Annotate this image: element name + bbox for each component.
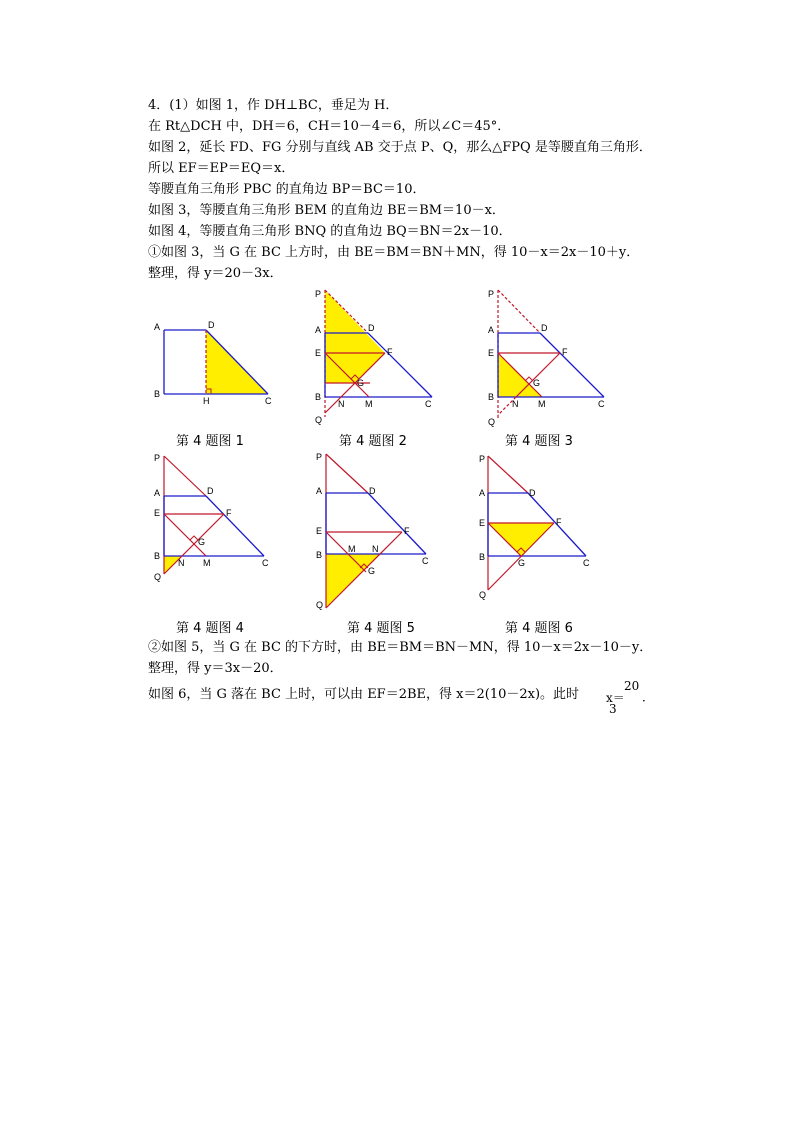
label-C: C bbox=[262, 558, 269, 568]
label-A: A bbox=[154, 322, 161, 332]
label-Q: Q bbox=[488, 417, 496, 427]
label-B: B bbox=[154, 551, 161, 561]
figure-2 bbox=[310, 285, 440, 425]
caption-figure-5: 第 4 题图 5 bbox=[347, 621, 415, 636]
label-F: F bbox=[387, 347, 393, 357]
label-M: M bbox=[348, 544, 356, 554]
label-M: M bbox=[538, 399, 546, 409]
label-D: D bbox=[369, 486, 376, 496]
label-A: A bbox=[154, 488, 161, 498]
label-E: E bbox=[488, 348, 495, 358]
label-M: M bbox=[203, 558, 211, 568]
label-D: D bbox=[529, 488, 536, 498]
label-C: C bbox=[265, 396, 272, 406]
text-line-9: 整理，得 y＝20－3x． bbox=[148, 266, 283, 281]
label-F: F bbox=[556, 517, 562, 527]
label-N: N bbox=[178, 558, 185, 568]
text-line-7: 如图 4，等腰直角三角形 BNQ 的直角边 BQ＝BN＝2x－10． bbox=[148, 224, 512, 239]
label-M: M bbox=[365, 399, 373, 409]
text-line-2: 在 Rt△DCH 中，DH＝6，CH＝10－4＝6，所以∠C＝45°． bbox=[148, 119, 511, 134]
label-G: G bbox=[368, 566, 376, 576]
label-H: H bbox=[203, 396, 210, 406]
label-E: E bbox=[479, 518, 486, 528]
label-N: N bbox=[338, 399, 345, 409]
fraction-numerator: 20 bbox=[624, 679, 640, 693]
label-Q: Q bbox=[154, 572, 162, 582]
label-Q: Q bbox=[479, 590, 487, 600]
figure-6 bbox=[476, 450, 606, 605]
label-D: D bbox=[208, 320, 215, 330]
label-D: D bbox=[207, 486, 214, 496]
figure-5 bbox=[310, 450, 440, 610]
label-D: D bbox=[541, 323, 548, 333]
label-E: E bbox=[154, 508, 161, 518]
label-N: N bbox=[512, 399, 519, 409]
caption-figure-6: 第 4 题图 6 bbox=[505, 621, 573, 636]
text-line-11: 整理，得 y＝3x－20． bbox=[148, 661, 283, 676]
label-B: B bbox=[488, 392, 495, 402]
label-P: P bbox=[488, 289, 495, 299]
text-line-4: 所以 EF＝EP＝EQ＝x． bbox=[148, 161, 295, 176]
label-C: C bbox=[598, 399, 605, 409]
label-P: P bbox=[479, 454, 486, 464]
label-A: A bbox=[316, 486, 323, 496]
text-line-3: 如图 2，延长 FD、FG 分别与直线 AB 交于点 P、Q，那么△FPQ 是等腰直角三角形． bbox=[148, 140, 652, 155]
label-P: P bbox=[315, 289, 322, 299]
label-N: N bbox=[372, 544, 379, 554]
label-A: A bbox=[488, 325, 495, 335]
label-P: P bbox=[154, 453, 161, 463]
label-Q: Q bbox=[316, 600, 324, 610]
label-C: C bbox=[422, 556, 429, 566]
fraction-denominator: 3 bbox=[609, 702, 617, 716]
figure-4 bbox=[148, 448, 278, 588]
text-line-6: 如图 3，等腰直角三角形 BEM 的直角边 BE＝BM＝10－x． bbox=[148, 203, 505, 218]
label-F: F bbox=[226, 508, 232, 518]
label-F: F bbox=[562, 347, 568, 357]
label-G: G bbox=[518, 558, 526, 568]
label-G: G bbox=[357, 378, 365, 388]
figure-1 bbox=[148, 315, 278, 410]
fraction-lhs: x＝ bbox=[606, 691, 625, 705]
label-P: P bbox=[316, 452, 323, 462]
caption-figure-4: 第 4 题图 4 bbox=[176, 621, 244, 636]
label-B: B bbox=[479, 552, 486, 562]
label-G: G bbox=[198, 537, 206, 547]
label-A: A bbox=[479, 488, 486, 498]
text-line-8: ①如图 3，当 G 在 BC 上方时，由 BE＝BM＝BN＋MN，得 10－x＝2x－10＋y． bbox=[148, 245, 640, 260]
text-line-5: 等腰直角三角形 PBC 的直角边 BP＝BC＝10． bbox=[148, 182, 426, 197]
label-F: F bbox=[404, 526, 410, 536]
label-B: B bbox=[316, 550, 323, 560]
label-C: C bbox=[583, 558, 590, 568]
label-A: A bbox=[315, 325, 322, 335]
label-C: C bbox=[425, 399, 432, 409]
label-B: B bbox=[315, 392, 322, 402]
caption-figure-2: 第 4 题图 2 bbox=[339, 434, 407, 449]
label-E: E bbox=[316, 526, 323, 536]
caption-figure-1: 第 4 题图 1 bbox=[176, 434, 244, 449]
label-B: B bbox=[154, 389, 161, 399]
fraction-end: ． bbox=[642, 690, 655, 704]
text-line-10: ②如图 5，当 G 在 BC 的下方时，由 BE＝BM＝BN－MN，得 10－x＝2x－10－y． bbox=[148, 640, 653, 655]
figure-3 bbox=[478, 285, 613, 430]
label-Q: Q bbox=[315, 415, 323, 425]
text-line-12: 如图 6，当 G 落在 BC 上时，可以由 EF＝2BE，得 x＝2(10－2x)。此时 bbox=[148, 687, 580, 702]
label-G: G bbox=[533, 378, 541, 388]
label-D: D bbox=[368, 323, 375, 333]
caption-figure-3: 第 4 题图 3 bbox=[505, 434, 573, 449]
label-E: E bbox=[315, 348, 322, 358]
text-line-1: 4．(1）如图 1，作 DH⊥BC，垂足为 H． bbox=[148, 98, 399, 113]
